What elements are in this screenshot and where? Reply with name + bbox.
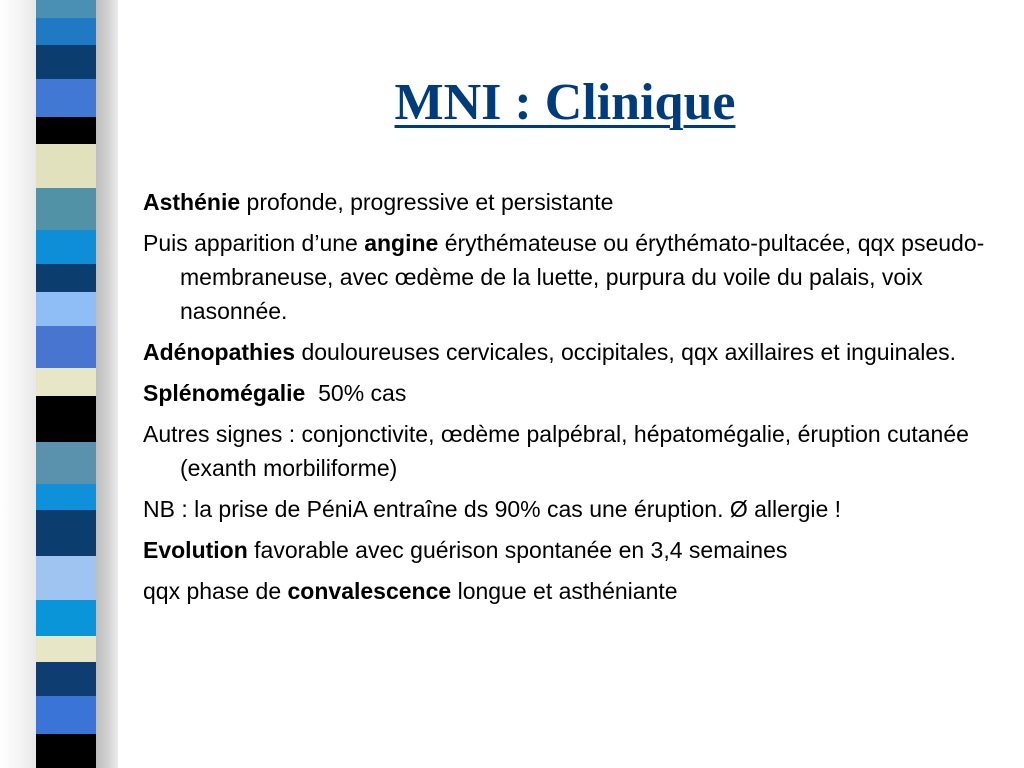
bullet-item (143, 574, 993, 608)
bullet-bold: Asthénie (143, 189, 241, 215)
bullet-pre: qqx phase de (143, 578, 288, 604)
bullet-item (143, 492, 993, 526)
bullet-item (143, 335, 993, 369)
bullet-bold: angine (364, 230, 439, 256)
stripe-segment (36, 144, 96, 188)
bullet-item (143, 417, 993, 485)
stripe-segment (36, 662, 96, 696)
stripe-segment (36, 230, 96, 264)
stripe-segment (36, 292, 96, 326)
stripe-segment (36, 442, 96, 484)
stripe-segment (36, 368, 96, 396)
bullet-item (143, 533, 993, 567)
bullet-bold: Evolution (143, 537, 248, 563)
stripe-segment (36, 0, 96, 18)
bullet-pre: Puis apparition d’une (143, 230, 365, 256)
stripe-segment (36, 600, 96, 636)
bullet-item (143, 185, 993, 219)
bullet-text: 50% cas (305, 380, 407, 406)
bullet-text: profonde, progressive et persistante (240, 189, 614, 215)
bullet-bold: Splénomégalie (143, 380, 306, 406)
stripe-segment (36, 636, 96, 662)
bullet-text: longue et asthéniante (451, 578, 678, 604)
bullet-text: Autres signes : conjonctivite, œdème palpébral, hépatomégalie, éruption cutanée (exanth morbiliforme) (143, 421, 969, 481)
bullet-bold: convalescence (287, 578, 452, 604)
stripe-segment (36, 484, 96, 510)
stripe-segment (36, 696, 96, 734)
stripe-segment (36, 396, 96, 442)
stripe-segment (36, 556, 96, 600)
stripe-segment (36, 326, 96, 368)
bullet-text: favorable avec guérison spontanée en 3,4 semaines (247, 537, 788, 563)
stripe-segment (36, 188, 96, 230)
bullet-text: douloureuses cervicales, occipitales, qqx axillaires et inguinales. (295, 339, 957, 365)
stripe-segment (36, 264, 96, 292)
stripe-segment (36, 734, 96, 768)
bullet-text: érythémateuse ou érythémato-pultacée, qqx pseudo-membraneuse, avec œdème de la luette, purpura du voile du palais, voix nasonnée. (180, 230, 985, 324)
bullet-bold: Adénopathies (143, 339, 296, 365)
stripe-segment (36, 510, 96, 556)
bullet-item (143, 376, 993, 410)
slide-title: MNI : Clinique (394, 73, 736, 131)
bullet-item (143, 226, 993, 328)
stripe-segment (36, 18, 96, 45)
bullet-list (143, 185, 993, 615)
bullet-text: NB : la prise de PéniA entraîne ds 90% cas une éruption. Ø allergie ! (143, 496, 842, 522)
